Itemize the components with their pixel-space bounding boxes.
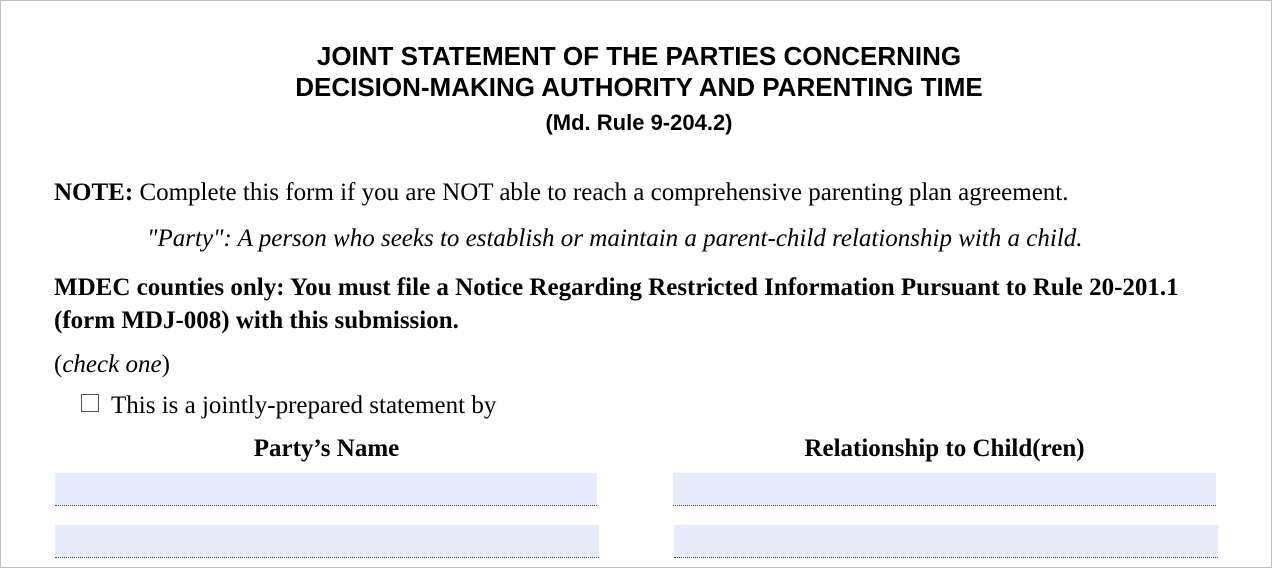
check-one-instruction [54,350,170,380]
mdec-notice: MDEC counties only: You must file a Notice Regarding Restricted Information Pursuant to Rule 20-201.1 (form MDJ-008) with this submission. [54,274,1179,334]
form-title-line-2: DECISION-MAKING AUTHORITY AND PARENTING TIME [295,72,983,102]
check-one-text: check one [62,351,162,378]
relationship-field-1[interactable] [673,473,1216,506]
note-paragraph [54,178,1069,208]
form-title-line-1: JOINT STATEMENT OF THE PARTIES CONCERNING [316,41,962,71]
party-definition: "Party": A person who seeks to establish or maintain a parent-child relationship with a child. [147,225,1083,252]
jointly-prepared-label: This is a jointly-prepared statement by [111,392,497,419]
party-name-field-1[interactable] [55,473,597,506]
relationship-field-2[interactable] [674,525,1218,558]
jointly-prepared-checkbox[interactable] [81,394,99,412]
check-one-open-paren: ( [54,351,63,378]
note-text: Complete this form if you are NOT able to reach a comprehensive parenting plan agreement. [133,179,1069,206]
rule-citation: (Md. Rule 9-204.2) [545,110,733,135]
check-one-close-paren: ) [161,351,170,378]
note-label: NOTE: [54,179,134,206]
relationship-header: Relationship to Child(ren) [804,435,1085,462]
party-name-header: Party’s Name [253,435,400,462]
party-name-field-2[interactable] [55,525,599,558]
